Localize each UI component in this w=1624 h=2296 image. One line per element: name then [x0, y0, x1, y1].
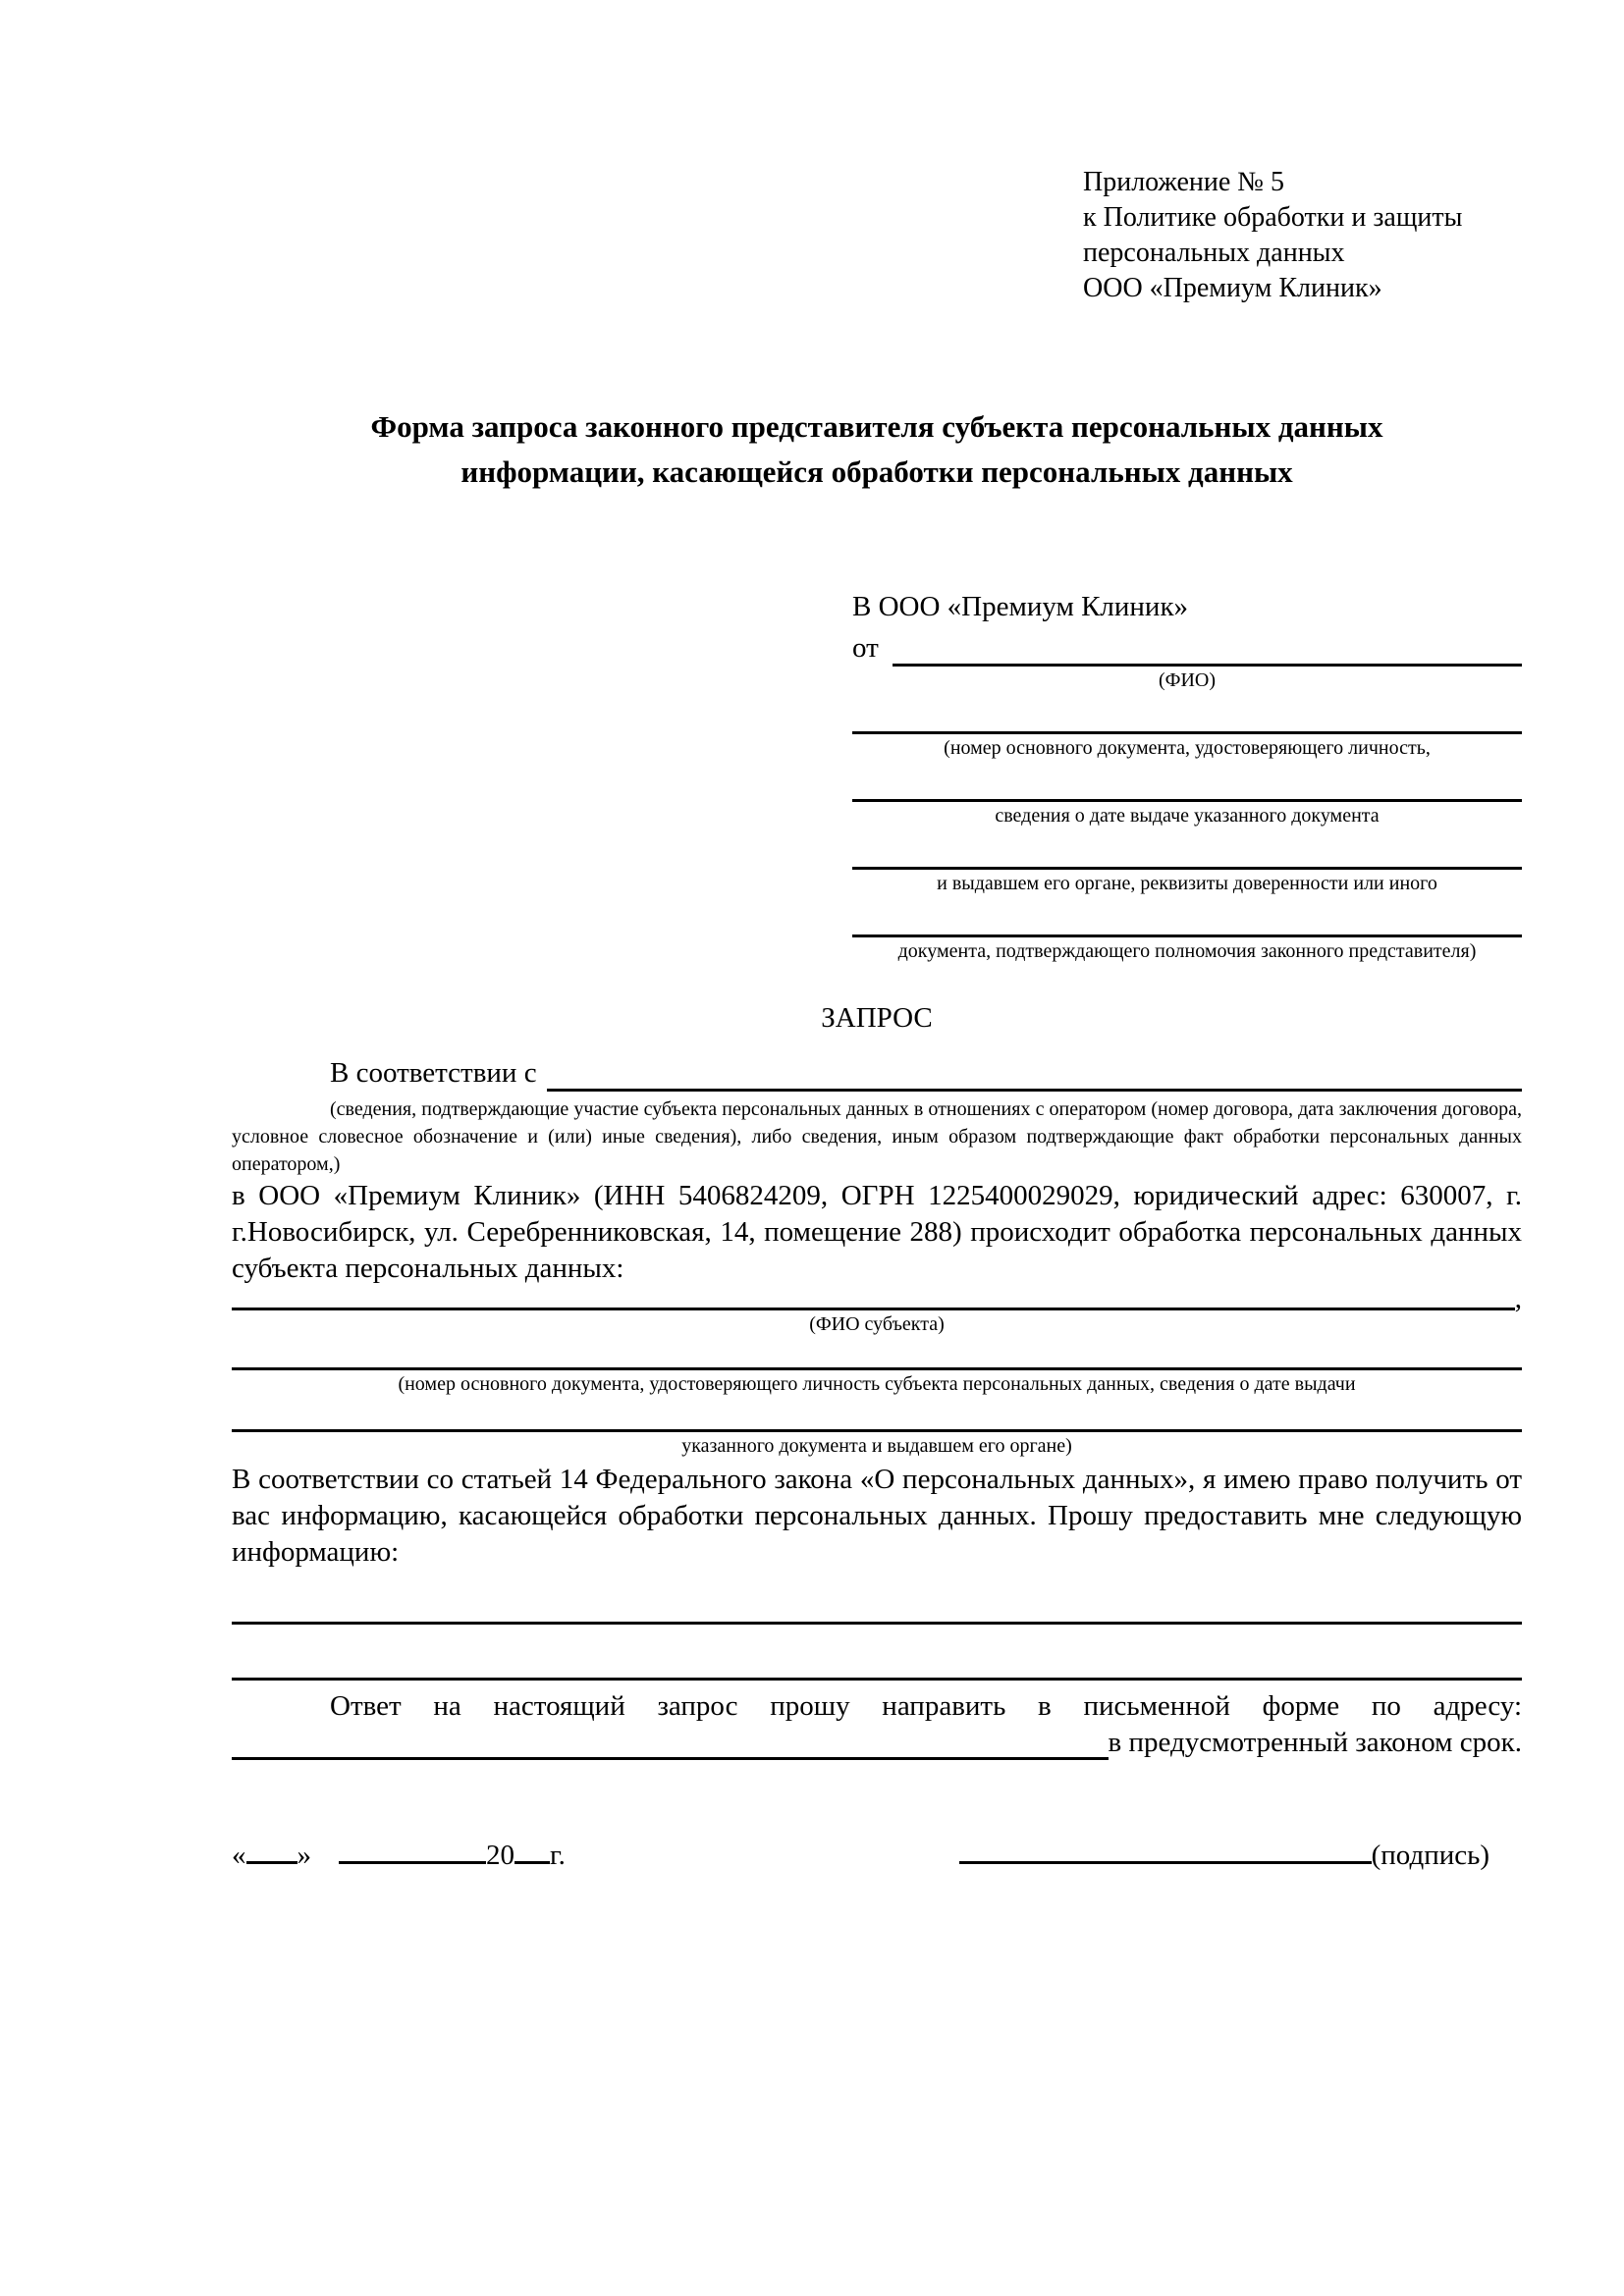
subject-fio-caption: (ФИО субъекта)	[809, 1313, 945, 1335]
fill-caption: (номер основного документа, удостоверяющего личность,	[944, 737, 1431, 759]
answer-address-row	[232, 1725, 1522, 1760]
accordance-row	[232, 1050, 1522, 1092]
answer-sentence: Ответ на настоящий запрос прошу направить в письменной форме по адресу:	[330, 1690, 1522, 1722]
date-quote-close: »	[297, 1840, 311, 1871]
date-group	[232, 1832, 566, 1875]
addressee-block	[852, 589, 1522, 965]
date-quote-open: «	[232, 1840, 246, 1871]
accordance-label: В соответствии с	[330, 1057, 537, 1089]
subject-fio-row	[232, 1283, 1522, 1314]
fill-caption: документа, подтверждающего полномочия законного представителя)	[897, 940, 1477, 962]
signature-blank-line	[959, 1832, 1372, 1864]
operator-paragraph: в ООО «Премиум Клиник» (ИНН 5406824209, ОГРН 1225400029029, юридический адрес: 630007, г. г.Новосибирск, ул. Серебренниковская, 14, помещение 288) происходит обработка персональных данных субъекта персональных данных:	[232, 1180, 1522, 1284]
request-heading: ЗАПРОС	[821, 1002, 933, 1034]
fio-caption: (ФИО)	[1158, 669, 1216, 691]
applique-block	[1083, 165, 1462, 306]
date-year-prefix: 20	[486, 1840, 514, 1871]
subject-doc-caption-2: указанного документа и выдавшем его органе)	[681, 1435, 1072, 1457]
answer-tail: в предусмотренный законом срок.	[1108, 1727, 1522, 1758]
applique-line: Приложение № 5	[1083, 167, 1284, 197]
document-title	[232, 404, 1522, 495]
document-title-line: Форма запроса законного представителя субъекта персональных данных	[370, 409, 1383, 444]
fill-caption: и выдавшем его органе, реквизиты доверенности или иного	[937, 873, 1437, 894]
date-year-suffix: г.	[550, 1840, 566, 1871]
addressee-to: В ООО «Премиум Клиник»	[852, 591, 1189, 622]
info-fill-line-2	[232, 1678, 1522, 1681]
subject-doc-caption-1: (номер основного документа, удостоверяющего личность субъекта персональных данных, сведения о дате выдачи	[398, 1373, 1356, 1395]
fill-unit	[852, 799, 1522, 829]
answer-address-fill-line	[232, 1725, 1109, 1760]
addressee-from-row	[852, 625, 1522, 667]
date-year-blank	[514, 1832, 550, 1864]
fill-unit	[852, 934, 1522, 965]
applique-line: ООО «Премиум Клиник»	[1083, 273, 1382, 303]
date-month-blank	[339, 1832, 486, 1864]
signature-group	[959, 1832, 1489, 1875]
applique-line: персональных данных	[1083, 238, 1345, 268]
fill-caption: сведения о дате выдаче указанного документа	[995, 805, 1380, 827]
applique-line: к Политике обработки и защиты	[1083, 202, 1463, 233]
subject-fio-fill-line	[232, 1287, 1515, 1310]
document-title-line: информации, касающейся обработки персональных данных	[460, 454, 1293, 489]
signature-caption: (подпись)	[1371, 1840, 1489, 1871]
law-paragraph: В соответствии со статьей 14 Федерального закона «О персональных данных», я имею право получить от вас информацию, касающейся обработки персональных данных. Прошу предоставить мне следующую информацию:	[232, 1464, 1522, 1568]
date-day-blank	[246, 1832, 298, 1864]
from-label: от	[852, 632, 879, 664]
accordance-caption: (сведения, подтверждающие участие субъекта персональных данных в отношениях с оператором (номер договора, дата заключения договора, условное словесное обозначение и (или) иные сведения), либо сведения, иным образом подтверждающие факт обработки персональных данных оператором,)	[232, 1098, 1522, 1175]
request-body	[232, 1000, 1522, 1760]
fill-unit	[852, 867, 1522, 897]
accordance-fill-line	[547, 1050, 1522, 1092]
fill-unit	[852, 731, 1522, 762]
info-fill-line-1	[232, 1622, 1522, 1625]
footer-row	[232, 1832, 1522, 1875]
from-fill-line	[893, 625, 1522, 667]
subject-fio-comma: ,	[1514, 1283, 1522, 1314]
